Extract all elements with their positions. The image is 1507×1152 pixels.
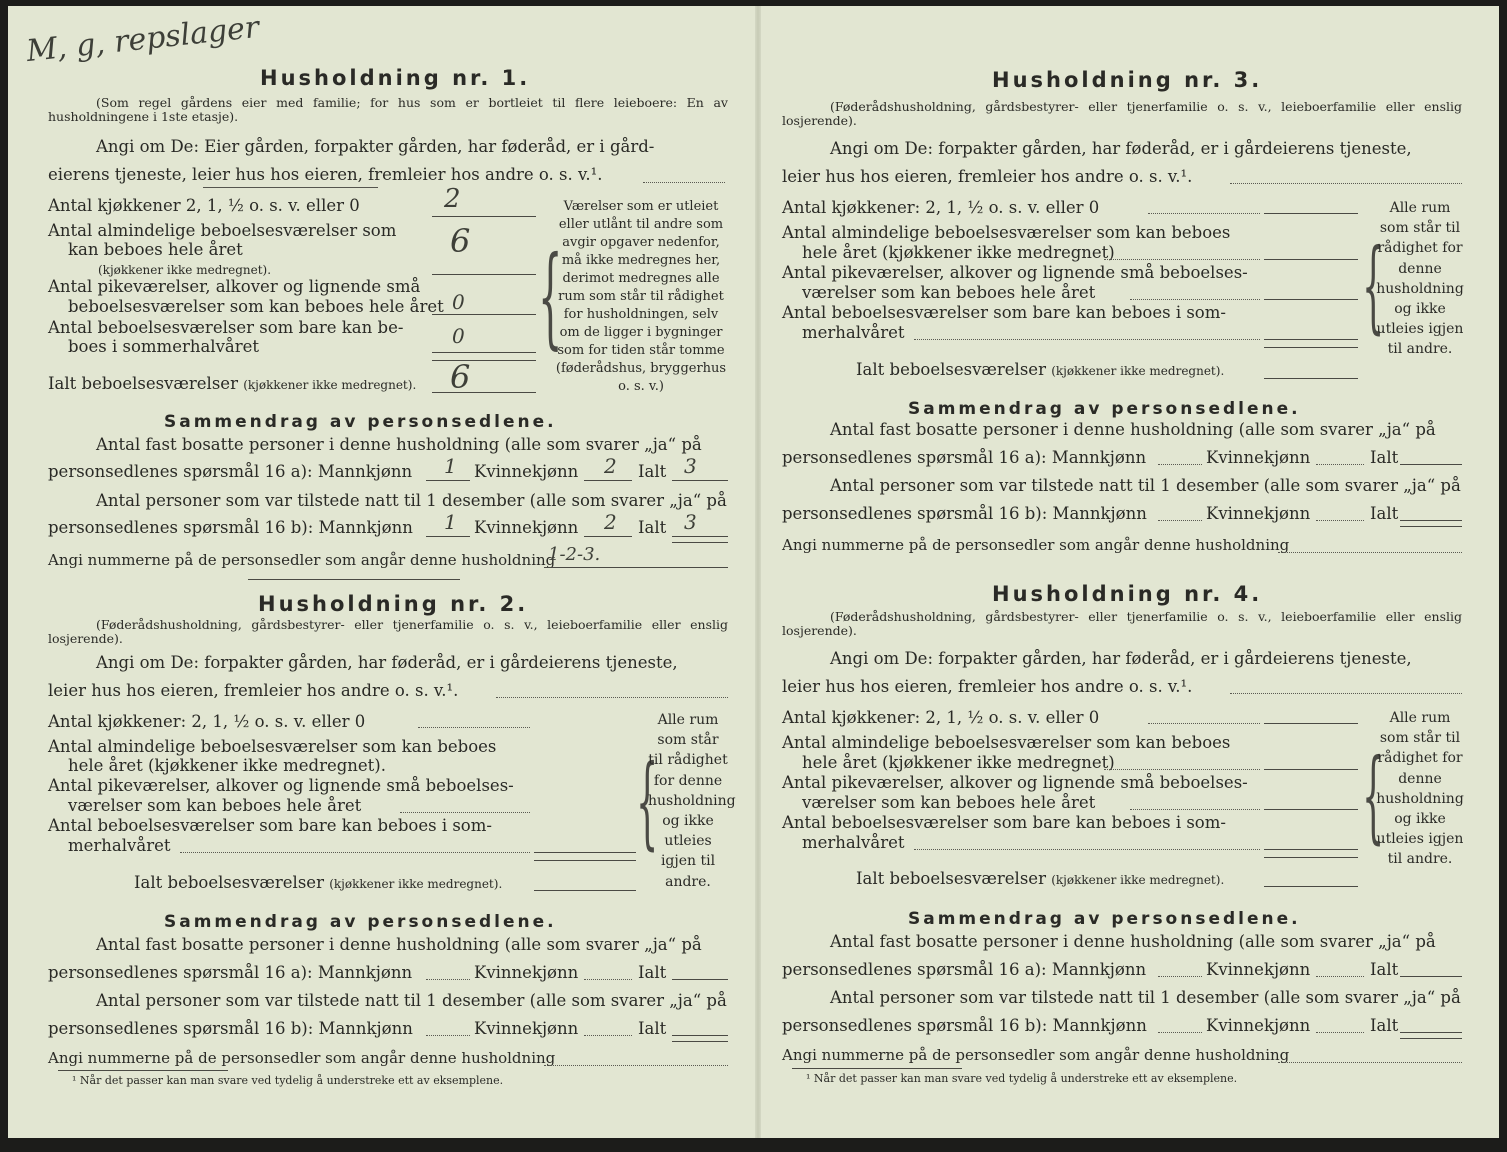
h1-tilst-line1: Antal personer som var tilstede natt til 1 desember (alle som svarer „ja“ på — [96, 491, 727, 510]
h2-fast-kvinne-label: Kvinnekjønn — [474, 963, 579, 982]
h3-nummer-label: Angi nummerne på de personsedler som angår denne husholdning — [782, 536, 1290, 554]
h4-tilst-ialt-label: Ialt — [1370, 1016, 1399, 1035]
h1-alm-value: 6 — [450, 222, 471, 260]
h2-pike-line2: værelser som kan beboes hele året — [68, 796, 362, 815]
h1-sommer-line2: boes i sommerhalvåret — [68, 337, 260, 356]
h1-kjokken-label: Antal kjøkkener 2, 1, ½ o. s. v. eller 0 — [48, 196, 360, 215]
h4-sommer-line2: merhalvåret — [802, 833, 905, 852]
h4-brace: { — [1362, 737, 1385, 854]
h3-title: Husholdning nr. 3. — [992, 68, 1263, 92]
h1-sommer-line1: Antal beboelsesværelser som bare kan be- — [48, 318, 404, 337]
h1-tilst-line2: personsedlenes spørsmål 16 b): Mannkjønn — [48, 518, 413, 537]
h3-alm-line2: hele året (kjøkkener ikke medregnet) — [802, 243, 1115, 262]
handwritten-annotation: M, g, repslager — [24, 9, 261, 70]
h1-side-note: Værelser som er utleiet eller utlånt til andre som avgir opgaver nedenfor, må ikke medregnes her, derimot medregnes alle rum som står til rådighet for husholdningen, selv om de ligger i bygninger som for tiden står tomme (føderådshus, bryggerhus o. s. v.) — [555, 199, 727, 394]
h4-sommer-line1: Antal beboelsesværelser som bare kan beboes i som- — [782, 813, 1226, 832]
h3-angi-line2: leier hus hos eieren, fremleier hos andre o. s. v.¹. — [782, 167, 1193, 186]
h1-fast-m-value: 1 — [444, 454, 457, 478]
h2-fast-line1: Antal fast bosatte personer i denne husholdning (alle som svarer „ja“ på — [96, 935, 702, 954]
h3-summary-title: Sammendrag av personsedlene. — [908, 399, 1301, 419]
h1-ialt-value: 6 — [450, 358, 471, 396]
h4-angi-line1: Angi om De: forpakter gården, har føderåd, er i gårdeierens tjeneste, — [830, 649, 1412, 668]
h2-angi-line2: leier hus hos eieren, fremleier hos andre o. s. v.¹. — [48, 681, 459, 700]
h1-fast-kvinne-label: Kvinnekjønn — [474, 462, 579, 481]
h3-ialt-label: Ialt beboelsesværelser (kjøkkener ikke medregnet). — [856, 360, 1225, 379]
right-footnote: ¹ Når det passer kan man svare ved tydelig å understreke ett av eksemplene. — [806, 1072, 1238, 1085]
h4-fast-line1: Antal fast bosatte personer i denne husholdning (alle som svarer „ja“ på — [830, 932, 1436, 951]
h2-pike-line1: Antal pikeværelser, alkover og lignende små beboelses- — [48, 776, 514, 795]
h1-fast-i-value: 3 — [684, 454, 697, 478]
h4-title: Husholdning nr. 4. — [992, 582, 1263, 606]
h4-side-note: Alle rum som står til rådighet for denne husholdning og ikke utleies igjen til andre. — [1376, 710, 1464, 868]
h1-fast-line2: personsedlenes spørsmål 16 a): Mannkjønn — [48, 462, 413, 481]
h3-fast-line1: Antal fast bosatte personer i denne husholdning (alle som svarer „ja“ på — [830, 420, 1436, 439]
h3-kjokken-label: Antal kjøkkener: 2, 1, ½ o. s. v. eller 0 — [782, 198, 1100, 217]
h1-angi-line1: Angi om De: Eier gården, forpakter gården, har føderåd, er i gård- — [96, 137, 655, 156]
h2-angi-line1: Angi om De: forpakter gården, har føderåd, er i gårdeierens tjeneste, — [96, 653, 678, 672]
left-footnote: ¹ Når det passer kan man svare ved tydelig å understreke ett av eksemplene. — [72, 1074, 504, 1087]
h2-tilst-kvinne-label: Kvinnekjønn — [474, 1019, 579, 1038]
h1-pike-line1: Antal pikeværelser, alkover og lignende små — [48, 277, 421, 296]
h3-pike-line1: Antal pikeværelser, alkover og lignende små beboelses- — [782, 263, 1248, 282]
h2-alm-line2: hele året (kjøkkener ikke medregnet). — [68, 756, 386, 775]
h1-fast-ialt-label: Ialt — [638, 462, 667, 481]
h3-pike-line2: værelser som kan beboes hele året — [802, 283, 1096, 302]
h1-tilst-ialt-label: Ialt — [638, 518, 667, 537]
h1-fast-k-value: 2 — [604, 454, 617, 478]
h2-alm-line1: Antal almindelige beboelsesværelser som kan beboes — [48, 737, 497, 756]
h1-tilst-i-value: 3 — [684, 510, 697, 534]
h1-ialt-label: Ialt beboelsesværelser (kjøkkener ikke medregnet). — [48, 374, 417, 393]
h1-tilst-kvinne-label: Kvinnekjønn — [474, 518, 579, 537]
h4-nummer-label: Angi nummerne på de personsedler som angår denne husholdning — [782, 1046, 1290, 1064]
h1-tilst-m-value: 1 — [444, 510, 457, 534]
h3-sommer-line1: Antal beboelsesværelser som bare kan beboes i som- — [782, 303, 1226, 322]
h4-pike-line2: værelser som kan beboes hele året — [802, 793, 1096, 812]
h1-alm-line1: Antal almindelige beboelsesværelser som — [48, 221, 397, 240]
h4-tilst-line2: personsedlenes spørsmål 16 b): Mannkjønn — [782, 1016, 1147, 1035]
h1-brace: { — [538, 232, 563, 360]
h4-ialt-label: Ialt beboelsesværelser (kjøkkener ikke medregnet). — [856, 869, 1225, 888]
right-page — [782, 6, 1472, 1138]
h4-fast-ialt-label: Ialt — [1370, 960, 1399, 979]
h2-side-note: Alle rum som står til rådighet for denne husholdning og ikke utleies igjen til andre. — [648, 712, 736, 890]
h1-sommer-value: 0 — [452, 324, 465, 348]
h4-tilst-line1: Antal personer som var tilstede natt til 1 desember (alle som svarer „ja“ på — [830, 988, 1461, 1007]
h3-brace: { — [1362, 227, 1385, 344]
h4-kjokken-label: Antal kjøkkener: 2, 1, ½ o. s. v. eller 0 — [782, 708, 1100, 727]
h3-fast-ialt-label: Ialt — [1370, 448, 1399, 467]
h4-fast-line2: personsedlenes spørsmål 16 a): Mannkjønn — [782, 960, 1147, 979]
h3-note: (Føderådshusholdning, gårdsbestyrer- eller tjenerfamilie o. s. v., leieboerfamilie eller enslig losjerende). — [782, 99, 1462, 128]
h1-title: Husholdning nr. 1. — [260, 66, 531, 90]
h2-tilst-ialt-label: Ialt — [638, 1019, 667, 1038]
h2-title: Husholdning nr. 2. — [258, 592, 529, 616]
h1-pike-line2: beboelsesværelser som kan beboes hele året — [68, 297, 444, 316]
page-fold — [755, 6, 761, 1138]
h1-fast-line1: Antal fast bosatte personer i denne husholdning (alle som svarer „ja“ på — [96, 435, 702, 454]
h1-kjokken-value: 2 — [444, 184, 461, 214]
census-form-sheet — [8, 6, 1499, 1138]
h2-note: (Føderådshusholdning, gårdsbestyrer- eller tjenerfamilie o. s. v., leieboerfamilie eller enslig losjerende). — [48, 617, 728, 646]
h4-alm-line1: Antal almindelige beboelsesværelser som kan beboes — [782, 733, 1231, 752]
h4-fast-kvinne-label: Kvinnekjønn — [1206, 960, 1311, 979]
h2-sommer-line1: Antal beboelsesværelser som bare kan beboes i som- — [48, 816, 492, 835]
h2-summary-title: Sammendrag av personsedlene. — [164, 912, 557, 932]
h2-tilst-line1: Antal personer som var tilstede natt til 1 desember (alle som svarer „ja“ på — [96, 991, 727, 1010]
h3-side-note: Alle rum som står til rådighet for denne husholdning og ikke utleies igjen til andre. — [1376, 200, 1464, 358]
h2-fast-ialt-label: Ialt — [638, 963, 667, 982]
h4-angi-line2: leier hus hos eieren, fremleier hos andre o. s. v.¹. — [782, 677, 1193, 696]
h2-tilst-line2: personsedlenes spørsmål 16 b): Mannkjønn — [48, 1019, 413, 1038]
h1-alm-note: (kjøkkener ikke medregnet). — [98, 263, 272, 277]
h2-sommer-line2: merhalvåret — [68, 836, 171, 855]
h1-pike-value: 0 — [452, 290, 465, 314]
h3-fast-kvinne-label: Kvinnekjønn — [1206, 448, 1311, 467]
h1-summary-title: Sammendrag av personsedlene. — [164, 412, 557, 432]
h1-note: (Som regel gårdens eier med familie; for hus som er bortleiet til flere leieboere: En av husholdningene i 1ste etasje). — [48, 95, 728, 124]
h1-angi-line2: eierens tjeneste, leier hus hos eieren, fremleier hos andre o. s. v.¹. — [48, 165, 603, 184]
h1-nummer-label: Angi nummerne på de personsedler som angår denne husholdning — [48, 551, 556, 569]
h3-fast-line2: personsedlenes spørsmål 16 a): Mannkjønn — [782, 448, 1147, 467]
h2-nummer-label: Angi nummerne på de personsedler som angår denne husholdning — [48, 1049, 556, 1067]
h4-note: (Føderådshusholdning, gårdsbestyrer- eller tjenerfamilie o. s. v., leieboerfamilie eller enslig losjerende). — [782, 609, 1462, 638]
h2-fast-line2: personsedlenes spørsmål 16 a): Mannkjønn — [48, 963, 413, 982]
h1-nummer-value: 1-2-3. — [548, 544, 601, 565]
h4-alm-line2: hele året (kjøkkener ikke medregnet) — [802, 753, 1115, 772]
h3-tilst-line1: Antal personer som var tilstede natt til 1 desember (alle som svarer „ja“ på — [830, 476, 1461, 495]
h4-pike-line1: Antal pikeværelser, alkover og lignende små beboelses- — [782, 773, 1248, 792]
h2-kjokken-label: Antal kjøkkener: 2, 1, ½ o. s. v. eller 0 — [48, 712, 366, 731]
h3-angi-line1: Angi om De: forpakter gården, har føderåd, er i gårdeierens tjeneste, — [830, 139, 1412, 158]
h3-tilst-line2: personsedlenes spørsmål 16 b): Mannkjønn — [782, 504, 1147, 523]
h4-summary-title: Sammendrag av personsedlene. — [908, 909, 1301, 929]
h3-tilst-kvinne-label: Kvinnekjønn — [1206, 504, 1311, 523]
left-page — [48, 6, 738, 1138]
h1-tilst-k-value: 2 — [604, 510, 617, 534]
h2-ialt-label: Ialt beboelsesværelser (kjøkkener ikke medregnet). — [134, 873, 503, 892]
h3-tilst-ialt-label: Ialt — [1370, 504, 1399, 523]
h1-alm-line2: kan beboes hele året — [68, 240, 243, 259]
h4-tilst-kvinne-label: Kvinnekjønn — [1206, 1016, 1311, 1035]
h3-alm-line1: Antal almindelige beboelsesværelser som kan beboes — [782, 223, 1231, 242]
h3-sommer-line2: merhalvåret — [802, 323, 905, 342]
h2-brace: { — [636, 743, 659, 860]
